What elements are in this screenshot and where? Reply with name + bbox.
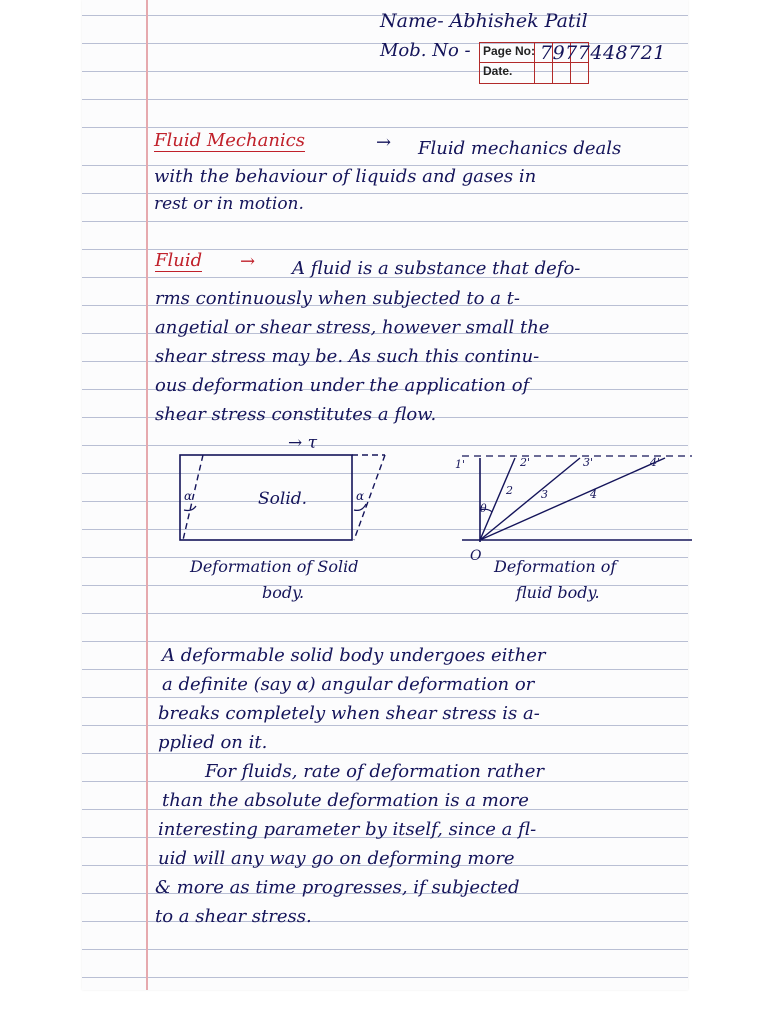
text-line: ous deformation under the application of <box>155 375 530 396</box>
alpha-left: α <box>184 489 193 503</box>
text-line: than the absolute deformation is a more <box>162 790 529 811</box>
text-line: Fluid mechanics deals <box>418 138 622 159</box>
text-line: with the behaviour of liquids and gases in <box>154 166 537 187</box>
text-line: For fluids, rate of deformation rather <box>205 761 545 782</box>
fluid-mark-3: 3 <box>541 488 548 501</box>
mobile-number: 7977448721 <box>540 42 666 64</box>
fluid-mark-2: 2 <box>506 484 513 497</box>
text-line: interesting parameter by itself, since a fl- <box>158 819 537 840</box>
fluid-mark-1prime: 1' <box>455 458 466 471</box>
origin-label: O <box>470 548 482 564</box>
caption-fluid-line1: Deformation of <box>494 557 617 576</box>
tau-label: → τ <box>288 433 318 453</box>
text-line: shear stress constitutes a flow. <box>155 404 437 425</box>
text-line: shear stress may be. As such this continu- <box>155 346 540 367</box>
solid-label: Solid. <box>258 489 308 509</box>
text-line: to a shear stress. <box>155 906 312 927</box>
heading-fluid: Fluid <box>155 250 203 271</box>
caption-solid-line1: Deformation of Solid <box>190 557 359 576</box>
heading-arrow: → <box>240 251 256 272</box>
fluid-mark-4: 4 <box>590 488 597 501</box>
text-line: rest or in motion. <box>154 194 304 214</box>
heading-fluid-mechanics: Fluid Mechanics <box>154 130 305 151</box>
fluid-mark-2prime: 2' <box>520 456 531 469</box>
mobile-label: Mob. No - <box>380 40 471 61</box>
fluid-mark-3prime: 3' <box>583 456 594 469</box>
caption-fluid-line2: fluid body. <box>516 583 600 602</box>
page-no-label: Page No: <box>483 44 536 58</box>
date-label: Date. <box>483 64 513 78</box>
student-name: Name- Abhishek Patil <box>380 10 588 32</box>
text-line: breaks completely when shear stress is a- <box>158 703 540 724</box>
text-line: pplied on it. <box>158 732 268 753</box>
text-line: rms continuously when subjected to a t- <box>155 288 520 309</box>
alpha-right: α <box>356 489 365 503</box>
text-line: angetial or shear stress, however small the <box>155 317 550 338</box>
text-line: a definite (say α) angular deformation or <box>162 674 535 695</box>
caption-solid-line2: body. <box>262 583 305 602</box>
heading-arrow: → <box>376 132 392 153</box>
text-line: A deformable solid body undergoes either <box>162 645 546 666</box>
text-line: A fluid is a substance that defo- <box>292 258 581 279</box>
text-line: uid will any way go on deforming more <box>158 848 515 869</box>
text-line: & more as time progresses, if subjected <box>155 877 520 898</box>
fluid-mark-4prime: 4' <box>650 456 661 469</box>
theta-label: θ <box>480 502 487 515</box>
